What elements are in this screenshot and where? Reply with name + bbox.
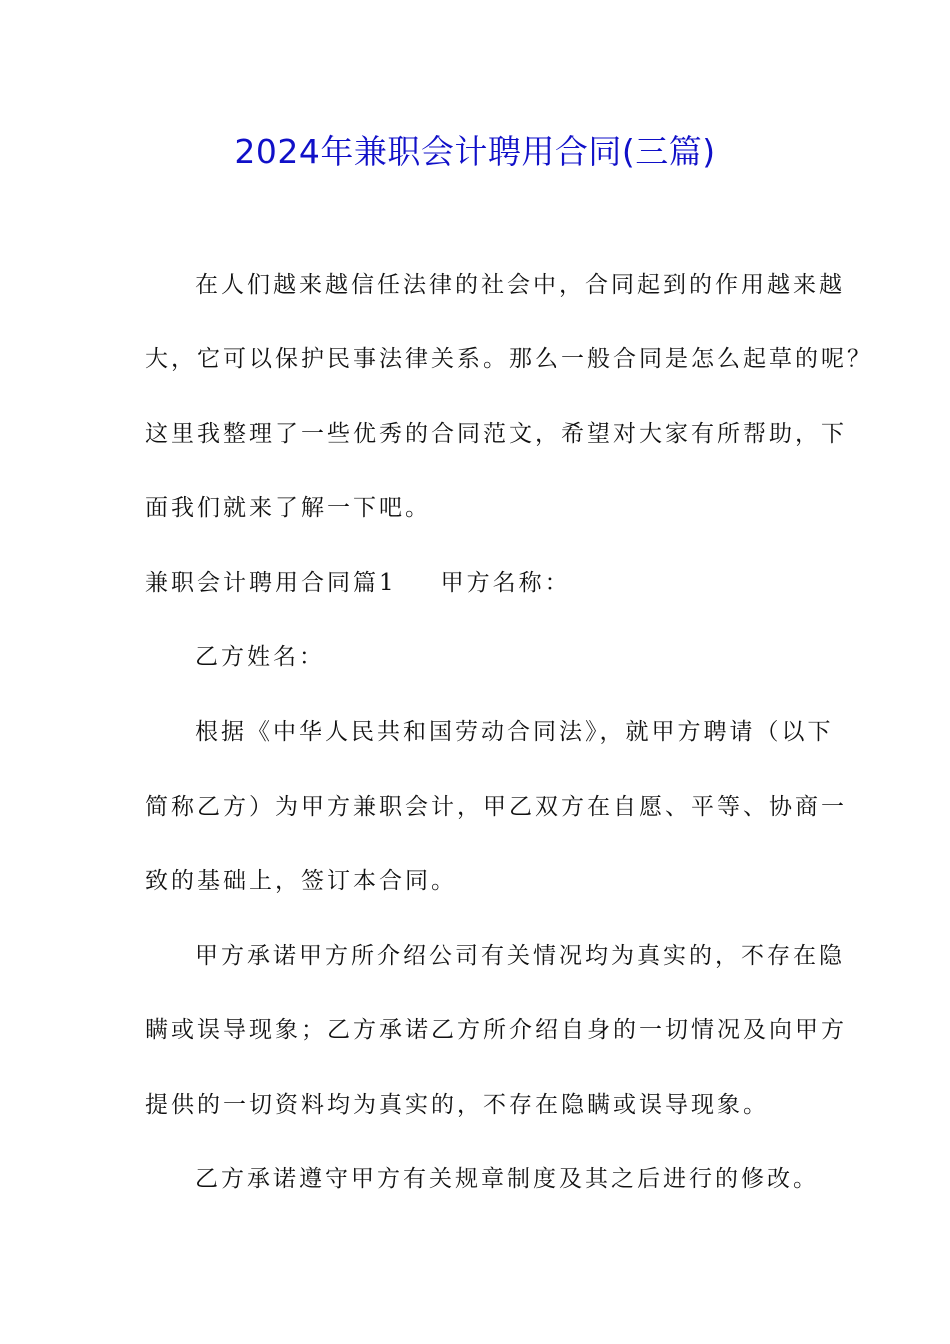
- intro-line: 这里我整理了一些优秀的合同范文，希望对大家有所帮助，下: [145, 421, 847, 447]
- paragraph-line: 根据《中华人民共和国劳动合同法》，就甲方聘请（以下: [195, 719, 834, 745]
- section-heading: 兼职会计聘用合同篇1: [145, 570, 397, 596]
- paragraph-line: 甲方承诺甲方所介绍公司有关情况均为真实的，不存在隐: [195, 943, 845, 969]
- paragraph-line: 致的基础上，签订本合同。: [145, 868, 457, 894]
- intro-line: 在人们越来越信任法律的社会中，合同起到的作用越来越: [195, 272, 845, 298]
- intro-line: 面我们就来了解一下吧。: [145, 495, 431, 521]
- party-b-label: 乙方姓名：: [195, 644, 325, 670]
- paragraph-line: 简称乙方）为甲方兼职会计，甲乙双方在自愿、平等、协商一: [145, 794, 847, 820]
- intro-line: 大，它可以保护民事法律关系。那么一般合同是怎么起草的呢？: [145, 346, 873, 372]
- party-a-label: 甲方名称：: [440, 570, 571, 596]
- document-title: 2024年兼职会计聘用合同(三篇): [234, 132, 716, 171]
- section-heading-line: [145, 565, 571, 601]
- paragraph-line: 瞒或误导现象；乙方承诺乙方所介绍自身的一切情况及向甲方: [145, 1017, 847, 1043]
- paragraph-line: 乙方承诺遵守甲方有关规章制度及其之后进行的修改。: [195, 1166, 819, 1192]
- paragraph-line: 提供的一切资料均为真实的，不存在隐瞒或误导现象。: [145, 1092, 769, 1118]
